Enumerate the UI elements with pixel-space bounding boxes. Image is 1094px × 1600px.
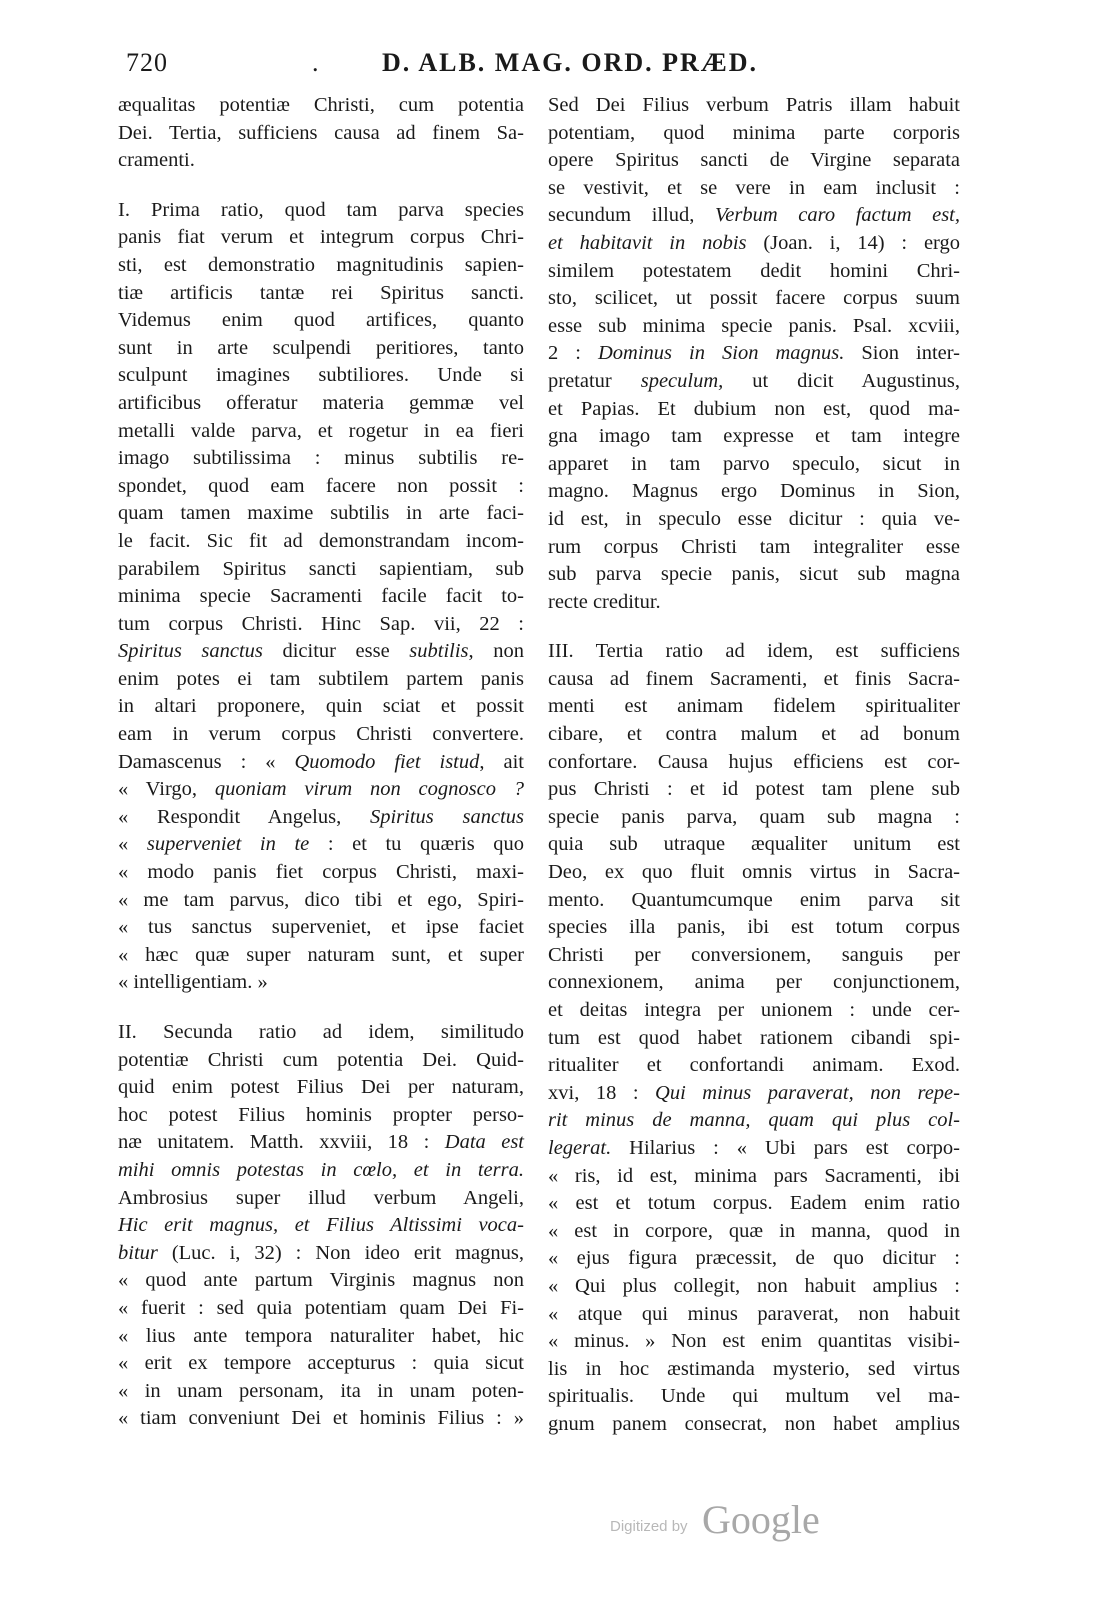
google-logo: Google xyxy=(702,1497,820,1542)
text-line: et deitas integra per unionem : unde cer- xyxy=(548,999,960,1021)
text-line: Dei. Tertia, sufficiens causa ad finem Sa- xyxy=(118,121,524,144)
text-line: « atque qui minus paraverat, non habuit xyxy=(548,1302,960,1325)
text-line: tiæ artificis tantæ rei Spiritus sancti. xyxy=(118,281,524,304)
text-line: Spiritus sanctus dicitur esse subtilis, non xyxy=(118,640,525,663)
text-line: Damascenus : « Quomodo fiet istud, ait xyxy=(118,750,524,773)
text-line: « superveniet in te : et tu quæris quo xyxy=(118,833,525,856)
digitized-by-label: Digitized by xyxy=(610,1518,688,1535)
text-line: pus Christi : et id potest tam plene sub xyxy=(548,778,960,801)
text-line: « Respondit Angelus, Spiritus sanctus xyxy=(118,805,524,828)
text-line: similem potestatem dedit homini Chri- xyxy=(548,259,960,282)
text-line: in altari proponere, quin sciat et possit xyxy=(118,695,524,718)
text-line: spiritualis. Unde qui multum vel ma- xyxy=(548,1385,960,1408)
text-line: artificibus offeratur materia gemmæ vel xyxy=(118,391,524,414)
text-line: magno. Magnus ergo Dominus in Sion, xyxy=(548,480,960,503)
page-number: 720 xyxy=(126,48,168,77)
text-line: panis fiat verum et integrum corpus Chri- xyxy=(118,226,524,249)
text-line: id est, in speculo esse dicitur : quia ve- xyxy=(548,507,960,530)
text-line: bitur (Luc. i, 32) : Non ideo erit magnus, xyxy=(118,1241,524,1264)
text-line: parabilem Spiritus sancti sapientiam, sub xyxy=(118,557,524,580)
text-line: causa ad finem Sacramenti, et finis Sacra- xyxy=(548,667,960,690)
text-line: species illa panis, ibi est totum corpus xyxy=(548,916,960,939)
text-line: connexionem, anima per conjunctionem, xyxy=(548,971,960,994)
text-line: esse sub minima specie panis. Psal. xcviii, xyxy=(548,314,960,337)
text-line: sub parva specie panis, sicut sub magna xyxy=(548,563,960,586)
text-line: Sed Dei Filius verbum Patris illam habuit xyxy=(548,94,960,116)
text-line: cramenti. xyxy=(118,149,195,172)
right-column xyxy=(548,92,960,1439)
text-line: quid enim potest Filius Dei per naturam, xyxy=(118,1076,524,1099)
paragraph-gap xyxy=(548,616,960,638)
text-line: tum est quod habet rationem cibandi spi- xyxy=(548,1026,960,1049)
text-line: « in unam personam, ita in unam poten- xyxy=(118,1379,524,1402)
text-line: minima specie Sacramenti facile facit to- xyxy=(118,585,524,608)
text-line: Ambrosius super illud verbum Angeli, xyxy=(118,1186,524,1209)
text-line: « Qui plus collegit, non habuit amplius : xyxy=(548,1274,960,1297)
left-column xyxy=(118,92,524,1433)
text-line: lis in hoc æstimanda mysterio, sed virtus xyxy=(548,1357,960,1380)
text-line: opere Spiritus sancti de Virgine separata xyxy=(548,149,960,172)
text-line: sunt in arte sculpendi peritiores, tanto xyxy=(118,336,524,359)
text-line: « modo panis fiet corpus Christi, maxi- xyxy=(118,861,524,884)
text-line: Deo, ex quo fluit omnis virtus in Sacra- xyxy=(548,861,960,884)
text-line: legerat. Hilarius : « Ubi pars est corpo- xyxy=(548,1136,960,1159)
text-line: cibare, et contra malum et ad bonum xyxy=(548,723,960,746)
text-line: Hic erit magnus, et Filius Altissimi voca- xyxy=(118,1214,524,1237)
text-line: rit minus de manna, quam qui plus col- xyxy=(548,1109,960,1132)
text-line: mihi omnis potestas in cœlo, et in terra. xyxy=(118,1158,524,1181)
text-line: potentiam, quod minima parte corporis xyxy=(548,121,960,144)
text-line: « quod ante partum Virginis magnus non xyxy=(118,1269,524,1292)
text-line: potentiæ Christi cum potentia Dei. Quid- xyxy=(118,1048,524,1071)
text-line: mento. Quantumcumque enim parva sit xyxy=(548,888,960,911)
text-line: « tiam conveniunt Dei et hominis Filius : » xyxy=(118,1407,524,1430)
running-title: D. ALB. MAG. ORD. PRÆD. xyxy=(382,48,759,77)
text-line: ritualiter et confortandi animam. Exod. xyxy=(548,1054,960,1077)
text-line: apparet in tam parvo speculo, sicut in xyxy=(548,452,960,475)
text-line: sto, scilicet, ut possit facere corpus suum xyxy=(548,287,960,310)
page-header xyxy=(126,48,956,84)
text-line: metalli valde parva, et rogetur in ea fieri xyxy=(118,419,524,442)
text-line: rum corpus Christi tam integraliter esse xyxy=(548,535,960,558)
text-line: gnum panem consecrat, non habet amplius xyxy=(548,1412,960,1435)
text-line: æqualitas potentiæ Christi, cum potentia xyxy=(118,94,524,116)
text-line: « erit ex tempore accepturus : quia sicut xyxy=(118,1352,524,1375)
text-line: « est et totum corpus. Eadem enim ratio xyxy=(548,1192,960,1215)
text-line: I. Prima ratio, quod tam parva species xyxy=(118,198,524,221)
text-line: « tus sanctus superveniet, et ipse faciet xyxy=(118,916,524,939)
text-line: « minus. » Non est enim quantitas visibi- xyxy=(548,1330,960,1353)
text-line: et habitavit in nobis (Joan. i, 14) : ergo xyxy=(548,231,960,254)
text-line: 2 : Dominus in Sion magnus. Sion inter- xyxy=(548,342,960,365)
text-line: pretatur speculum, ut dicit Augustinus, xyxy=(548,369,960,392)
text-line: gna imago tam expresse et tam integre xyxy=(548,425,960,448)
text-line: II. Secunda ratio ad idem, similitudo xyxy=(118,1021,524,1043)
text-line: specie panis parva, quam sub magna : xyxy=(548,805,960,828)
text-line: spondet, quod eam facere non possit : xyxy=(118,474,524,497)
digitized-watermark xyxy=(610,1496,870,1546)
text-line: « Virgo, quoniam virum non cognosco ? xyxy=(118,778,524,801)
text-line: « lius ante tempora naturaliter habet, hic xyxy=(118,1324,524,1347)
text-line: xvi, 18 : Qui minus paraverat, non repe- xyxy=(548,1081,960,1104)
text-line: « intelligentiam. » xyxy=(118,971,268,994)
text-line: « me tam parvus, dico tibi et ego, Spiri- xyxy=(118,888,524,911)
text-line: quam tamen maxime subtilis in arte faci- xyxy=(118,502,524,525)
text-line: enim potes ei tam subtilem partem panis xyxy=(118,667,524,690)
text-line: « hæc quæ super naturam sunt, et super xyxy=(118,943,524,966)
text-line: secundum illud, Verbum caro factum est, xyxy=(548,204,960,227)
text-line: imago subtilissima : minus subtilis re- xyxy=(118,447,524,470)
text-line: tum corpus Christi. Hinc Sap. vii, 22 : xyxy=(118,612,524,635)
text-line: le facit. Sic fit ad demonstrandam incom- xyxy=(118,529,524,552)
text-line: « est in corpore, quæ in manna, quod in xyxy=(548,1219,960,1242)
text-line: hoc potest Filius hominis propter perso- xyxy=(118,1103,524,1126)
text-line: et Papias. Et dubium non est, quod ma- xyxy=(548,397,960,420)
text-line: menti est animam fidelem spiritualiter xyxy=(548,695,960,718)
text-line: sculpunt imagines subtiliores. Unde si xyxy=(118,364,524,387)
text-line: Christi per conversionem, sanguis per xyxy=(548,943,960,966)
text-line: eam in verum corpus Christi convertere. xyxy=(118,723,524,746)
text-line: confortare. Causa hujus efficiens est cor- xyxy=(548,750,960,773)
text-line: III. Tertia ratio ad idem, est sufficiens xyxy=(548,640,960,663)
paragraph-gap xyxy=(118,997,524,1019)
text-line: næ unitatem. Matth. xxviii, 18 : Data est xyxy=(118,1131,524,1154)
text-line: se vestivit, et se vere in eam inclusit : xyxy=(548,176,960,199)
text-line: recte creditur. xyxy=(548,590,661,613)
paragraph-gap xyxy=(118,175,524,197)
text-line: quia sub utraque æqualiter unitum est xyxy=(548,833,960,856)
text-line: sti, est demonstratio magnitudinis sapien- xyxy=(118,253,524,276)
header-dot: . xyxy=(312,48,320,77)
text-line: « fuerit : sed quia potentiam quam Dei Fi- xyxy=(118,1296,524,1319)
text-line: Videmus enim quod artifices, quanto xyxy=(118,309,524,332)
text-line: « ris, id est, minima pars Sacramenti, ibi xyxy=(548,1164,960,1187)
text-line: « ejus figura præcessit, de quo dicitur : xyxy=(548,1247,960,1270)
